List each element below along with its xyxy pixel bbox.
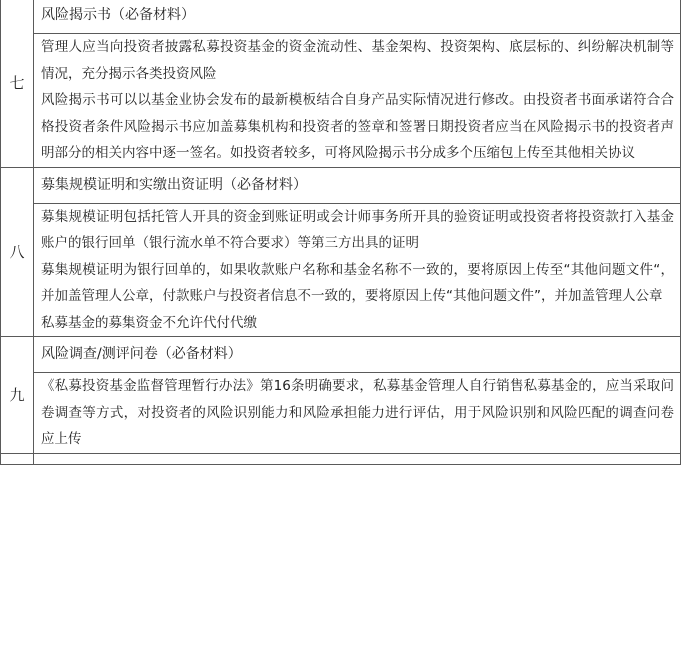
section-number: 九 [1,337,34,454]
section-8-heading-row [1,167,681,203]
section-paragraph: 募集规模证明包括托管人开具的资金到账证明或会计师事务所开具的验资证明或投资者将投资款打入基金账户的银行回单（银行流水单不符合要求）等第三方出具的证明 [41,208,674,251]
section-paragraph: 风险揭示书可以以基金业协会发布的最新模板结合自身产品实际情况进行修改。由投资者书面承诺符合合格投资者条件风险揭示书应加盖募集机构和投资者的签章和签署日期投资者应当在风险揭示书的投资者声明部分的相关内容中逐一签名。如投资者较多，可将风险揭示书分成多个压缩包上传至其他相关协议 [41,92,674,161]
section-9-body-row [1,373,681,454]
section-paragraph: 管理人应当向投资者披露私募投资基金的资金流动性、基金架构、投资架构、底层标的、纠纷解决机制等情况，充分揭示各类投资风险 [41,39,674,82]
section-heading: 风险揭示书（必备材料） [34,0,681,34]
section-9-heading-row [1,337,681,373]
section-7-heading-row [1,0,681,34]
section-number: 八 [1,167,34,337]
next-row-number-cell [1,453,34,464]
section-8-body-row [1,203,681,337]
section-number: 七 [1,0,34,167]
section-body [34,34,681,168]
next-row-partial [1,453,681,464]
section-body [34,203,681,337]
section-paragraph: 募集规模证明为银行回单的，如果收款账户名称和基金名称不一致的，要将原因上传至“其他问题文件“，并加盖管理人公章，付款账户与投资者信息不一致的，要将原因上传“其他问题文件”，并加盖管理人公章 [41,261,674,304]
section-paragraph: 《私募投资基金监督管理暂行办法》第16条明确要求，私募基金管理人自行销售私募基金的，应当采取问卷调查等方式，对投资者的风险识别能力和风险承担能力进行评估，用于风险识别和风险匹配的调查问卷应上传 [41,378,674,447]
section-7-body-row [1,34,681,168]
section-heading: 风险调查/测评问卷（必备材料） [34,337,681,373]
section-paragraph: 私募基金的募集资金不允许代付代缴 [41,314,257,331]
section-heading: 募集规模证明和实缴出资证明（必备材料） [34,167,681,203]
next-row-content-cell [34,453,681,464]
section-body [34,373,681,454]
